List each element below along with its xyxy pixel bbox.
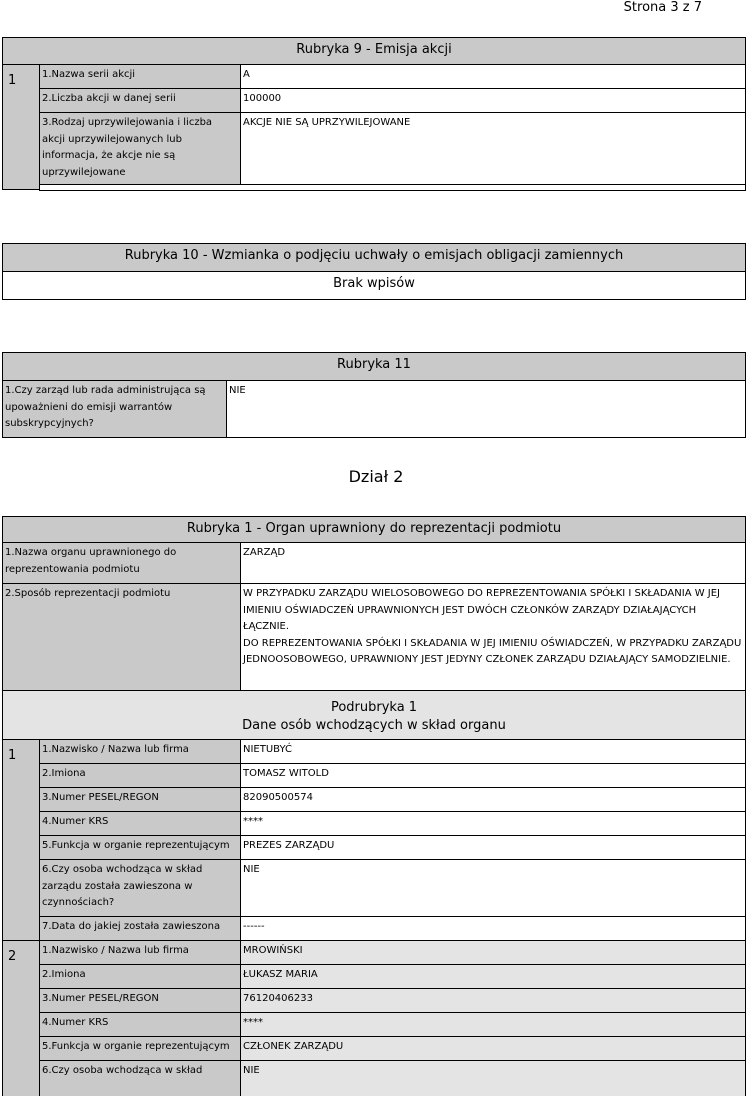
field-label: 2.Imiona — [39, 964, 241, 989]
field-label: 3.Numer PESEL/REGON — [39, 787, 241, 812]
group-number: 1 — [2, 64, 40, 190]
field-label: 1.Nazwisko / Nazwa lub firma — [39, 739, 241, 764]
subsection-header — [2, 690, 746, 740]
subsection-title: Podrubryka 1 — [330, 700, 418, 715]
field-value: NIE — [226, 380, 746, 438]
field-value: TOMASZ WITOLD — [240, 763, 746, 788]
person-number: 2 — [2, 940, 40, 1096]
field-value: W PRZYPADKU ZARZĄDU WIELOSOBOWEGO DO REPREZENTOWANIA SPÓŁKI I SKŁADANIA W JEJ IMIENIU OŚWIADCZEŃ UPRAWNIONYCH JEST DWÓCH CZŁONKÓW ZARZĄDY DZIAŁAJĄCYCH ŁĄCZNIE. DO REPREZENTOWANIA SPÓŁKI I SKŁADANIA W JEJ IMIENIU OŚWIADCZEŃ, W PRZYPADKU ZARZĄDU JEDNOOSOBOWEGO, UPRAWNIONY JEST JEDYNY CZŁONEK ZARZĄDU DZIAŁAJĄCY SAMODZIELNIE. — [240, 583, 746, 691]
field-label: 2.Sposób reprezentacji podmiotu — [2, 583, 241, 691]
field-value: ZARZĄD — [240, 542, 746, 584]
rubryka-10-header: Rubryka 10 - Wzmianka o podjęciu uchwały o emisjach obligacji zamiennych — [2, 243, 746, 272]
rubryka-1-header: Rubryka 1 - Organ uprawniony do reprezentacji podmiotu — [2, 516, 746, 543]
field-value: NIE — [240, 1060, 746, 1096]
row-divider — [39, 184, 746, 191]
field-value: NIE — [240, 859, 746, 917]
field-value: 100000 — [240, 88, 746, 113]
field-label: 3.Rodzaj uprzywilejowania i liczba akcji uprzywilejowanych lub informacja, że akcje nie są uprzywilejowane — [39, 112, 241, 185]
field-value: CZŁONEK ZARZĄDU — [240, 1036, 746, 1061]
field-value: ------ — [240, 916, 746, 941]
field-label: 4.Numer KRS — [39, 811, 241, 836]
empty-entries: Brak wpisów — [2, 271, 746, 300]
rubryka-11-header: Rubryka 11 — [2, 352, 746, 381]
field-label: 4.Numer KRS — [39, 1012, 241, 1037]
field-value: PREZES ZARZĄDU — [240, 835, 746, 860]
field-label: 3.Numer PESEL/REGON — [39, 988, 241, 1013]
field-value: **** — [240, 1012, 746, 1037]
field-label: 2.Imiona — [39, 763, 241, 788]
field-label: 6.Czy osoba wchodząca w skład zarządu została zawieszona w czynnościach? — [39, 859, 241, 917]
field-label: 1.Nazwa serii akcji — [39, 64, 241, 89]
field-label: 5.Funkcja w organie reprezentującym — [39, 835, 241, 860]
field-value: **** — [240, 811, 746, 836]
field-label: 2.Liczba akcji w danej serii — [39, 88, 241, 113]
field-label: 7.Data do jakiej została zawieszona — [39, 916, 241, 941]
field-value: A — [240, 64, 746, 89]
field-label: 5.Funkcja w organie reprezentującym — [39, 1036, 241, 1061]
rubryka-9-header: Rubryka 9 - Emisja akcji — [2, 37, 746, 65]
person-number: 1 — [2, 739, 40, 941]
field-value: NIETUBYĆ — [240, 739, 746, 764]
field-label: 1.Nazwisko / Nazwa lub firma — [39, 940, 241, 965]
field-label: 6.Czy osoba wchodząca w skład — [39, 1060, 241, 1096]
field-value: AKCJE NIE SĄ UPRZYWILEJOWANE — [240, 112, 746, 185]
field-label: 1.Nazwa organu uprawnionego do reprezentowania podmiotu — [2, 542, 241, 584]
field-value: 82090500574 — [240, 787, 746, 812]
field-value: ŁUKASZ MARIA — [240, 964, 746, 989]
field-value: MROWIŃSKI — [240, 940, 746, 965]
section-title: Dział 2 — [348, 467, 404, 486]
field-value: 76120406233 — [240, 988, 746, 1013]
field-label: 1.Czy zarząd lub rada administrująca są upoważnieni do emisji warrantów subskrypcyjnych? — [2, 380, 227, 438]
page-number: Strona 3 z 7 — [623, 0, 702, 15]
subsection-subtitle: Dane osób wchodzących w skład organu — [242, 718, 506, 733]
